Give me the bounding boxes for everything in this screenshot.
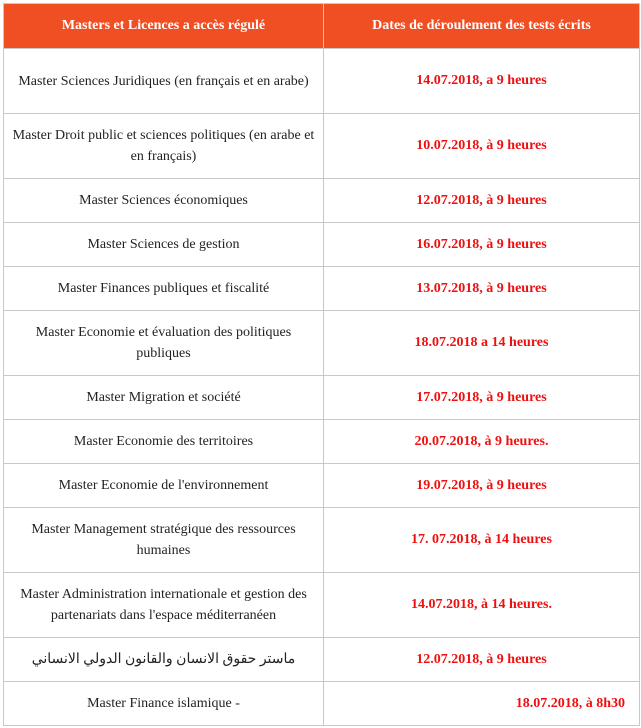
table-row <box>4 682 640 726</box>
test-date: 17.07.2018, à 9 heures <box>324 376 640 420</box>
test-date: 14.07.2018, à 14 heures. <box>324 573 640 638</box>
program-name: ماستر حقوق الانسان والقانون الدولي الانساني <box>4 638 324 682</box>
table-row <box>4 223 640 267</box>
test-date: 20.07.2018, à 9 heures. <box>324 420 640 464</box>
program-name: Master Finances publiques et fiscalité <box>4 267 324 311</box>
table-row <box>4 179 640 223</box>
header-dates: Dates de déroulement des tests écrits <box>324 4 640 49</box>
test-date: 17. 07.2018, à 14 heures <box>324 508 640 573</box>
test-date: 16.07.2018, à 9 heures <box>324 223 640 267</box>
program-name: Master Sciences économiques <box>4 179 324 223</box>
test-date: 12.07.2018, à 9 heures <box>324 638 640 682</box>
test-date: 18.07.2018, à 8h30 <box>324 682 640 726</box>
table-row <box>4 311 640 376</box>
table-row <box>4 376 640 420</box>
test-date: 10.07.2018, à 9 heures <box>324 114 640 179</box>
test-date: 14.07.2018, a 9 heures <box>324 49 640 114</box>
program-name: Master Economie de l'environnement <box>4 464 324 508</box>
test-date: 13.07.2018, à 9 heures <box>324 267 640 311</box>
header-programs: Masters et Licences a accès régulé <box>4 4 324 49</box>
program-name: Master Droit public et sciences politiques (en arabe et en français) <box>4 114 324 179</box>
table-row <box>4 114 640 179</box>
program-name: Master Economie des territoires <box>4 420 324 464</box>
table-row <box>4 420 640 464</box>
program-name: Master Sciences de gestion <box>4 223 324 267</box>
table-row <box>4 508 640 573</box>
table-row <box>4 267 640 311</box>
program-name: Master Migration et société <box>4 376 324 420</box>
program-name: Master Sciences Juridiques (en français et en arabe) <box>4 49 324 114</box>
test-date: 12.07.2018, à 9 heures <box>324 179 640 223</box>
test-date: 18.07.2018 a 14 heures <box>324 311 640 376</box>
program-name: Master Finance islamique - <box>4 682 324 726</box>
table-row <box>4 464 640 508</box>
schedule-table <box>3 3 640 726</box>
program-name: Master Management stratégique des ressources humaines <box>4 508 324 573</box>
program-name: Master Administration internationale et gestion des partenariats dans l'espace méditerranéen <box>4 573 324 638</box>
program-name: Master Economie et évaluation des politiques publiques <box>4 311 324 376</box>
table-row <box>4 49 640 114</box>
test-date: 19.07.2018, à 9 heures <box>324 464 640 508</box>
table-row <box>4 573 640 638</box>
header-row <box>4 4 640 49</box>
table-row <box>4 638 640 682</box>
